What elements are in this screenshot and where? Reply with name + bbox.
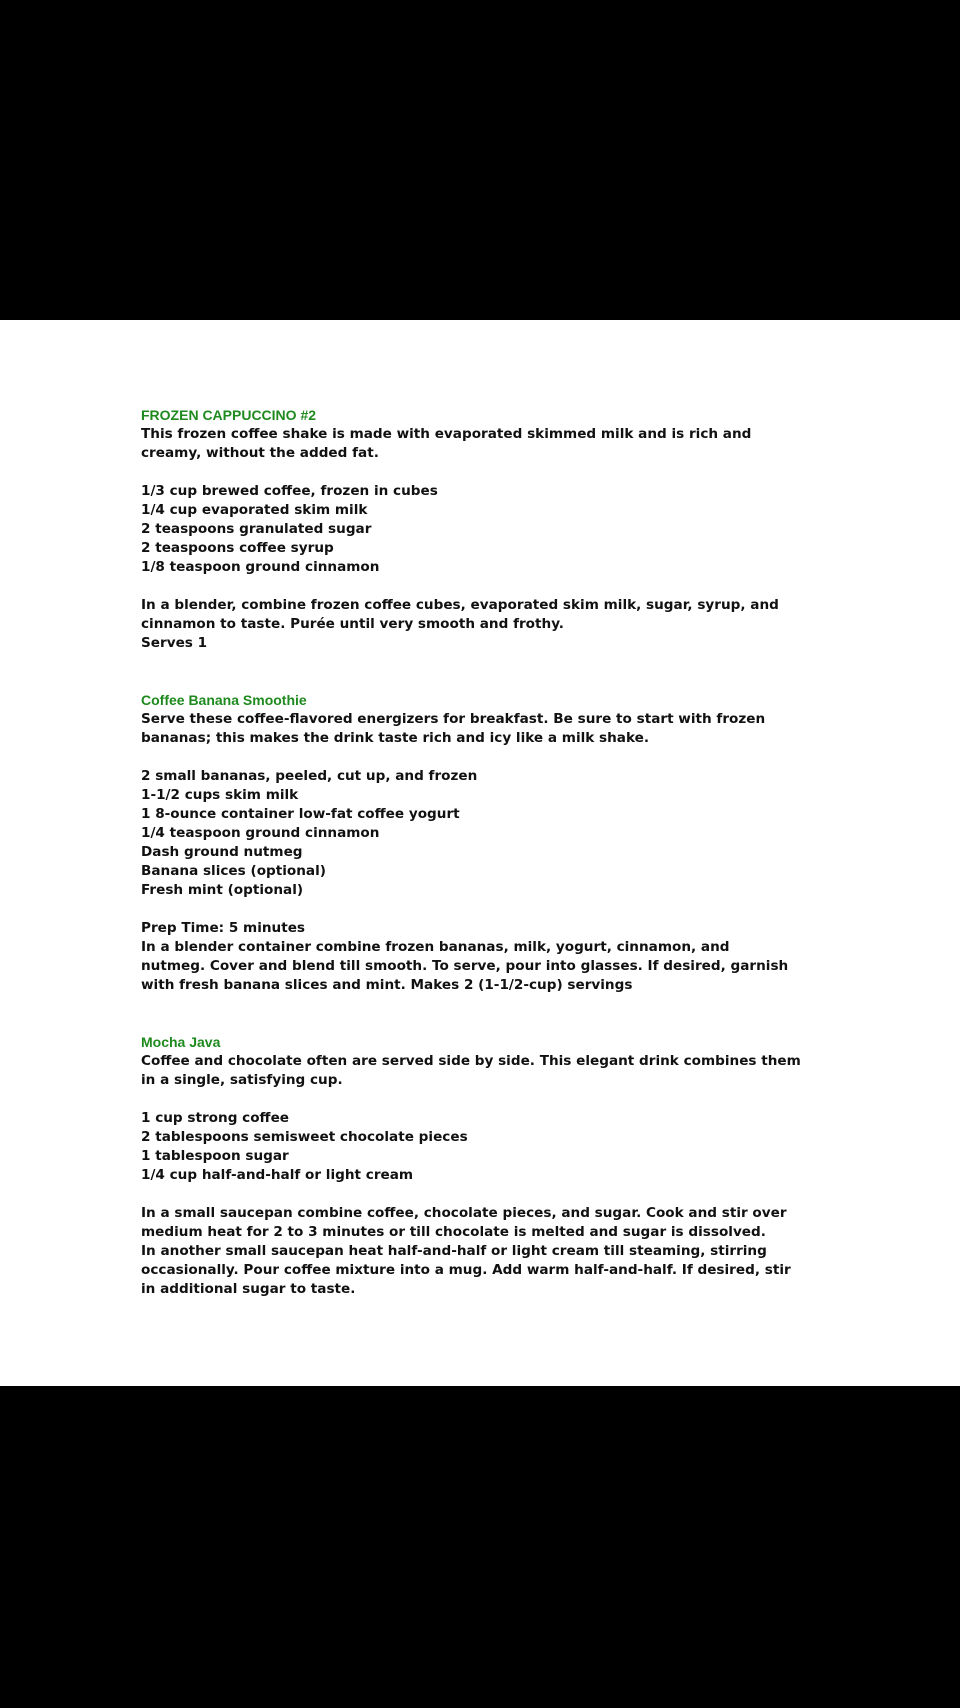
ingredient-item: 1 cup strong coffee xyxy=(141,1110,290,1126)
ingredient-item: 2 tablespoons semisweet chocolate pieces xyxy=(141,1129,468,1145)
recipe-title: Coffee Banana Smoothie xyxy=(141,692,307,708)
intro-line: This frozen coffee shake is made with evaporated skimmed milk and is rich and xyxy=(141,426,752,442)
ingredient-item: 2 small bananas, peeled, cut up, and frozen xyxy=(141,768,478,784)
ingredient-item: 1-1/2 cups skim milk xyxy=(141,787,299,803)
ingredient-item: Banana slices (optional) xyxy=(141,863,326,879)
intro-line: in a single, satisfying cup. xyxy=(141,1072,343,1088)
directions-line: In a blender container combine frozen bananas, milk, yogurt, cinnamon, and xyxy=(141,939,730,955)
ingredient-list xyxy=(141,767,841,900)
intro-line: bananas; this makes the drink taste rich and icy like a milk shake. xyxy=(141,730,650,746)
ingredient-item: 1 tablespoon sugar xyxy=(141,1148,289,1164)
recipe-intro xyxy=(141,425,841,463)
directions-line: Serves 1 xyxy=(141,635,208,651)
ingredient-item: Dash ground nutmeg xyxy=(141,844,303,860)
directions-line: In another small saucepan heat half-and-half or light cream till steaming, stirring xyxy=(141,1243,767,1259)
bottom-black-band xyxy=(0,1386,960,1708)
recipe-frozen-cappuccino xyxy=(141,406,841,653)
intro-line: Coffee and chocolate often are served side by side. This elegant drink combines them xyxy=(141,1053,801,1069)
ingredient-item: 1/4 teaspoon ground cinnamon xyxy=(141,825,380,841)
document-content xyxy=(141,406,841,1299)
ingredient-item: Fresh mint (optional) xyxy=(141,882,304,898)
directions-line: occasionally. Pour coffee mixture into a mug. Add warm half-and-half. If desired, stir xyxy=(141,1262,791,1278)
directions-line: medium heat for 2 to 3 minutes or till chocolate is melted and sugar is dissolved. xyxy=(141,1224,766,1240)
recipe-directions xyxy=(141,596,841,653)
recipe-title: FROZEN CAPPUCCINO #2 xyxy=(141,407,317,423)
recipe-mocha-java xyxy=(141,1033,841,1299)
directions-line: with fresh banana slices and mint. Makes 2 (1-1/2-cup) servings xyxy=(141,977,633,993)
recipe-directions xyxy=(141,919,841,995)
ingredient-item: 1/4 cup evaporated skim milk xyxy=(141,502,368,518)
top-black-band xyxy=(0,0,960,320)
recipe-title: Mocha Java xyxy=(141,1034,221,1050)
recipe-coffee-banana-smoothie xyxy=(141,691,841,995)
ingredient-item: 1/4 cup half-and-half or light cream xyxy=(141,1167,414,1183)
recipe-intro xyxy=(141,710,841,748)
ingredient-list xyxy=(141,1109,841,1185)
document-page xyxy=(0,320,960,1386)
ingredient-item: 1/8 teaspoon ground cinnamon xyxy=(141,559,380,575)
directions-line: nutmeg. Cover and blend till smooth. To serve, pour into glasses. If desired, garnish xyxy=(141,958,789,974)
recipe-directions xyxy=(141,1204,841,1299)
directions-line: in additional sugar to taste. xyxy=(141,1281,356,1297)
ingredient-item: 1/3 cup brewed coffee, frozen in cubes xyxy=(141,483,438,499)
directions-line: In a blender, combine frozen coffee cubes, evaporated skim milk, sugar, syrup, and xyxy=(141,597,779,613)
directions-line: cinnamon to taste. Purée until very smooth and frothy. xyxy=(141,616,564,632)
intro-line: creamy, without the added fat. xyxy=(141,445,379,461)
directions-line: In a small saucepan combine coffee, chocolate pieces, and sugar. Cook and stir over xyxy=(141,1205,787,1221)
recipe-intro xyxy=(141,1052,841,1090)
ingredient-item: 2 teaspoons coffee syrup xyxy=(141,540,334,556)
ingredient-item: 2 teaspoons granulated sugar xyxy=(141,521,372,537)
ingredient-list xyxy=(141,482,841,577)
intro-line: Serve these coffee-flavored energizers for breakfast. Be sure to start with frozen xyxy=(141,711,766,727)
ingredient-item: 1 8-ounce container low-fat coffee yogurt xyxy=(141,806,460,822)
directions-line: Prep Time: 5 minutes xyxy=(141,920,306,936)
